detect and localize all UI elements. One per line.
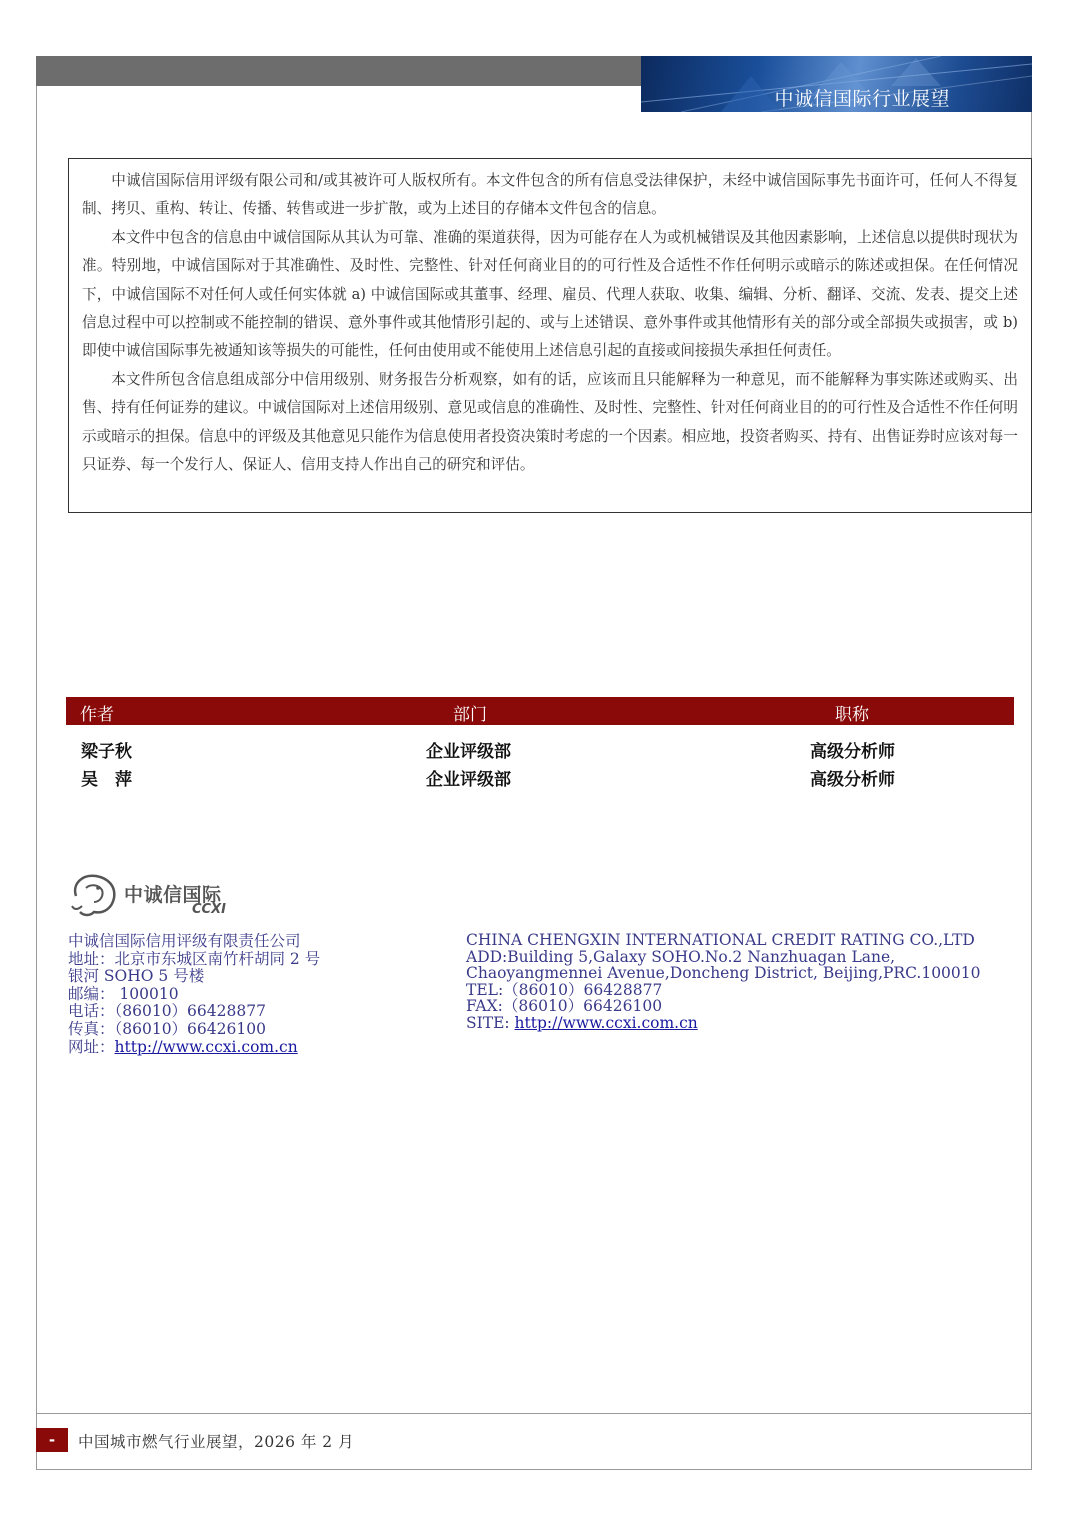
author-title: 高级分析师 xyxy=(810,770,895,790)
address-line-en: ADD:Building 5,Galaxy SOHO.No.2 Nanzhuagan Lane, xyxy=(466,947,896,966)
header-bar xyxy=(36,56,641,86)
page-number: - 13 xyxy=(36,1428,68,1452)
contact-en-block xyxy=(466,932,981,1032)
logo-text-en: CCXI xyxy=(192,902,226,917)
header-banner xyxy=(641,56,1032,112)
author-table-header xyxy=(66,697,1014,725)
site-line-cn xyxy=(68,1039,320,1057)
author-name: 吴 萍 xyxy=(81,770,132,790)
site-link-en[interactable]: http://www.ccxi.com.cn xyxy=(514,1013,698,1032)
author-title: 高级分析师 xyxy=(810,742,895,762)
disclaimer-paragraph: 中诚信国际信用评级有限公司和/或其被许可人版权所有。本文件包含的所有信息受法律保护，未经中诚信国际事先书面许可，任何人不得复制、拷贝、重构、转让、传播、转售或进一步扩散，或为上述目的存储本文件包含的信息。 xyxy=(82,172,1018,218)
header-author: 作者 xyxy=(80,705,114,725)
footer-text: 中国城市燃气行业展望，2026 年 2 月 xyxy=(78,1433,355,1451)
address-line-cn: 地址：北京市东城区南竹杆胡同 2 号 xyxy=(68,949,321,968)
site-label-en: SITE: xyxy=(466,1013,515,1032)
postcode-cn: 邮编： 100010 xyxy=(68,984,179,1003)
site-line-en xyxy=(466,1015,981,1032)
contact-cn-block xyxy=(68,933,320,1056)
company-name-en: CHINA CHENGXIN INTERNATIONAL CREDIT RATING CO.,LTD xyxy=(466,931,975,949)
site-label-cn: 网址： xyxy=(68,1037,115,1056)
disclaimer-box xyxy=(68,158,1032,513)
company-name-cn: 中诚信国际信用评级有限责任公司 xyxy=(68,932,301,950)
fax-cn: 传真：（86010）66426100 xyxy=(68,1019,266,1038)
disclaimer-paragraph: 本文件中包含的信息由中诚信国际从其认为可靠、准确的渠道获得，因为可能存在人为或机械错误及其他因素影响，上述信息以提供时现状为准。特别地，中诚信国际对于其准确性、及时性、完整性、针对任何商业目的的可行性及合适性不作任何明示或暗示的陈述或担保。在任何情况下，中诚信国际不对任何人或任何实体就 a) 中诚信国际或其董事、经理、雇员、代理人获取、收集、编辑、分析、翻译、交流、发表、提交上述信息过程中可以控制或不能控制的错误、意外事件或其他情形引起的、或与上述错误、意外事件或其他情形有关的部分或全部损失或损害，或 b) 即使中诚信国际事先被通知该等损失的可能性，任何由使用或不能使用上述信息引起的直接或间接损失承担任何责任。 xyxy=(82,228,1018,360)
header-title: 职称 xyxy=(835,705,869,725)
author-department: 企业评级部 xyxy=(426,742,511,762)
header-title: 中诚信国际行业展望 xyxy=(774,88,950,110)
author-row xyxy=(0,737,1080,765)
header-department: 部门 xyxy=(453,705,487,725)
logo-text-cn: 中诚信国际 xyxy=(124,884,222,906)
author-row xyxy=(0,765,1080,793)
address-line-cn: 银河 SOHO 5 号楼 xyxy=(68,967,205,986)
footer-divider xyxy=(36,1413,1032,1414)
author-department: 企业评级部 xyxy=(426,770,511,790)
tel-cn: 电话：（86010）66428877 xyxy=(68,1002,266,1021)
site-link-cn[interactable]: http://www.ccxi.com.cn xyxy=(114,1037,298,1056)
author-name: 梁子秋 xyxy=(81,742,132,762)
address-line-en: Chaoyangmennei Avenue,Doncheng District, Beijing,PRC.100010 xyxy=(466,964,981,983)
tel-en: TEL:（86010）66428877 xyxy=(466,980,663,999)
fax-en: FAX:（86010）66426100 xyxy=(466,997,663,1016)
disclaimer-paragraph: 本文件所包含信息组成部分中信用级别、财务报告分析观察，如有的话，应该而且只能解释为一种意见，而不能解释为事实陈述或购买、出售、持有任何证券的建议。中诚信国际对上述信用级别、意见或信息的准确性、及时性、完整性、针对任何商业目的的可行性及合适性不作任何明示或暗示的担保。信息中的评级及其他意见只能作为信息使用者投资决策时考虑的一个因素。相应地，投资者购买、持有、出售证券时应该对每一只证券、每一个发行人、保证人、信用支持人作出自己的研究和评估。 xyxy=(82,370,1018,474)
